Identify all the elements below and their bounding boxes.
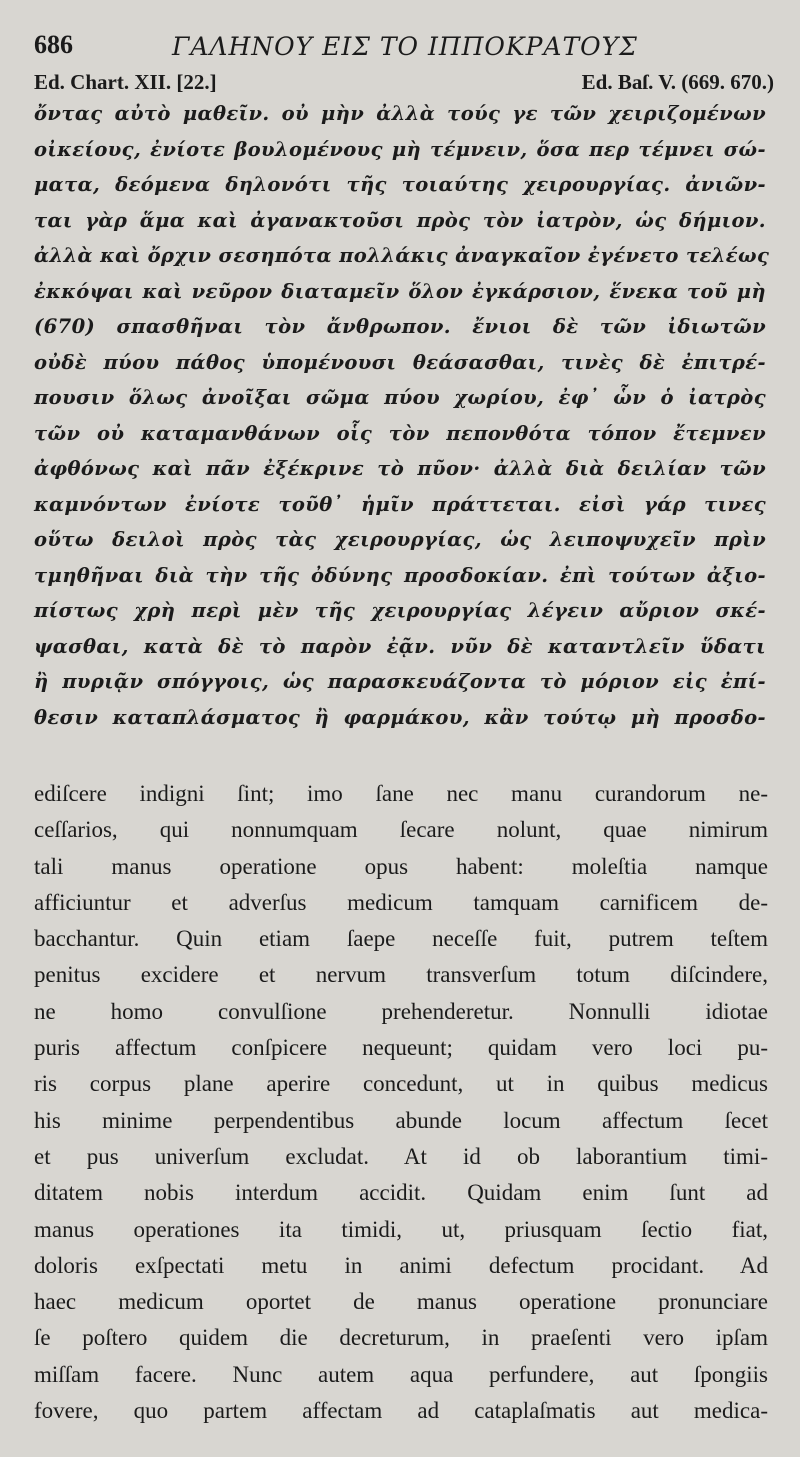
latin-text-line: ſe poſtero quidem die decreturum, in praeſenti vero ipſam <box>34 1325 768 1351</box>
latin-text-line: afficiuntur et adverſus medicum tamquam carnificem de- <box>34 889 768 915</box>
latin-text-block <box>34 776 768 1429</box>
greek-text-line: οὐδὲ πύου πάθος ὑπομένουσι θεάσασθαι, τινὲς δὲ ἐπιτρέ- <box>34 350 766 374</box>
latin-text-line: doloris exſpectati metu in animi defectum procidant. Ad <box>34 1252 768 1278</box>
page-number: 686 <box>34 30 73 59</box>
latin-text-line: ediſcere indigni ſint; imo ſane nec manu curandorum ne- <box>34 781 768 806</box>
latin-text-line: ne homo convulſione prehenderetur. Nonnulli idiotae <box>34 998 768 1024</box>
greek-text-line: ματα, δεόμενα δηλονότι τῆς τοιαύτης χειρουργίας. ἀνιῶν- <box>34 173 766 196</box>
edition-basel-reference: Ed. Baſ. V. (669. 670.) <box>581 70 774 94</box>
greek-text-block <box>34 96 770 735</box>
greek-text-line: οἰκείους, ἐνίοτε βουλομένους μὴ τέμνειν, ὅσα περ τέμνει σώ- <box>34 137 766 161</box>
greek-text-line: (670) σπασθῆναι τὸν ἄνθρωπον. ἔνιοι δὲ τῶν ἰδιωτῶν <box>34 315 766 338</box>
greek-text-line: ἀλλὰ καὶ ὄρχιν σεσηπότα πολλάκις ἀναγκαῖον ἐγένετο τελέως <box>34 244 770 267</box>
latin-text-line: tali manus operatione opus habent: moleſtia namque <box>34 853 768 879</box>
greek-text-line: ἐκκόψαι καὶ νεῦρον διαταμεῖν ὅλον ἐγκάρσιον, ἕνεκα τοῦ μὴ <box>34 279 766 303</box>
latin-text-line: bacchantur. Quin etiam ſaepe neceſſe fuit, putrem teſtem <box>34 926 768 952</box>
latin-text-line: miſſam facere. Nunc autem aqua perfundere, aut ſpongiis <box>34 1361 768 1387</box>
greek-text-line: ἀφθόνως καὶ πᾶν ἐξέκρινε τὸ πῦον· ἀλλὰ διὰ δειλίαν τῶν <box>34 457 766 480</box>
page-header <box>34 30 774 64</box>
running-title: ΓΑΛΗΝΟΥ ΕΙΣ ΤΟ ΙΠΠΟΚΡΑΤΟΥΣ <box>172 32 638 61</box>
greek-text-line: πουσιν ὅλως ἀνοῖξαι σῶμα πύου χωρίου, ἐφ᾽ ὧν ὁ ἰατρὸς <box>34 386 766 409</box>
latin-text-line: et pus univerſum excludat. At id ob laborantium timi- <box>34 1143 768 1169</box>
latin-text-line: ris corpus plane aperire concedunt, ut in quibus medicus <box>34 1071 768 1097</box>
latin-text-line: fovere, quo partem affectam ad cataplaſmatis aut medica- <box>34 1398 768 1424</box>
latin-text-line: manus operationes ita timidi, ut, priusquam ſectio fiat, <box>34 1216 768 1242</box>
latin-text-line: puris affectum conſpicere nequeunt; quidam vero loci pu- <box>34 1035 768 1061</box>
greek-text-line: ψασθαι, κατὰ δὲ τὸ παρὸν ἐᾷν. νῦν δὲ καταντλεῖν ὕδατι <box>34 634 766 658</box>
greek-text-line: πίστως χρὴ περὶ μὲν τῆς χειρουργίας λέγειν αὔριον σκέ- <box>34 599 766 622</box>
greek-text-line: οὕτω δειλοὶ πρὸς τὰς χειρουργίας, ὡς λειποψυχεῖν πρὶν <box>34 528 766 551</box>
latin-text-line: haec medicum oportet de manus operatione pronunciare <box>34 1289 768 1315</box>
latin-text-line: ceſſarios, qui nonnumquam ſecare nolunt, quae nimirum <box>34 817 768 843</box>
greek-text-line: θεσιν καταπλάσματος ἢ φαρμάκου, κἂν τούτῳ μὴ προσδο- <box>34 705 766 729</box>
greek-text-line: καμνόντων ἐνίοτε τοῦθ᾽ ἡμῖν πράττεται. εἰσὶ γάρ τινες <box>34 492 766 516</box>
greek-text-line: ται γὰρ ἅμα καὶ ἀγανακτοῦσι πρὸς τὸν ἰατρὸν, ὡς δήμιον. <box>34 208 766 232</box>
greek-text-line: ὄντας αὐτὸ μαθεῖν. οὐ μὴν ἀλλὰ τούς γε τῶν χειριζομένων <box>34 102 766 125</box>
greek-text-line: ἢ πυριᾷν σπόγγοις, ὡς παρασκευάζοντα τὸ μόριον εἰς ἐπί- <box>34 670 766 693</box>
edition-chartier-reference: Ed. Chart. XII. [22.] <box>34 70 217 94</box>
latin-text-line: his minime perpendentibus abunde locum affectum ſecet <box>34 1107 768 1133</box>
edition-reference-line <box>34 70 774 98</box>
latin-text-line: penitus excidere et nervum transverſum totum diſcindere, <box>34 962 768 988</box>
greek-text-line: τῶν οὐ καταμανθάνων οἷς τὸν πεπονθότα τόπον ἔτεμνεν <box>34 421 766 445</box>
latin-text-line: ditatem nobis interdum accidit. Quidam enim ſunt ad <box>34 1180 768 1206</box>
greek-text-line: τμηθῆναι διὰ τὴν τῆς ὀδύνης προσδοκίαν. ἐπὶ τούτων ἀξιο- <box>34 563 766 587</box>
